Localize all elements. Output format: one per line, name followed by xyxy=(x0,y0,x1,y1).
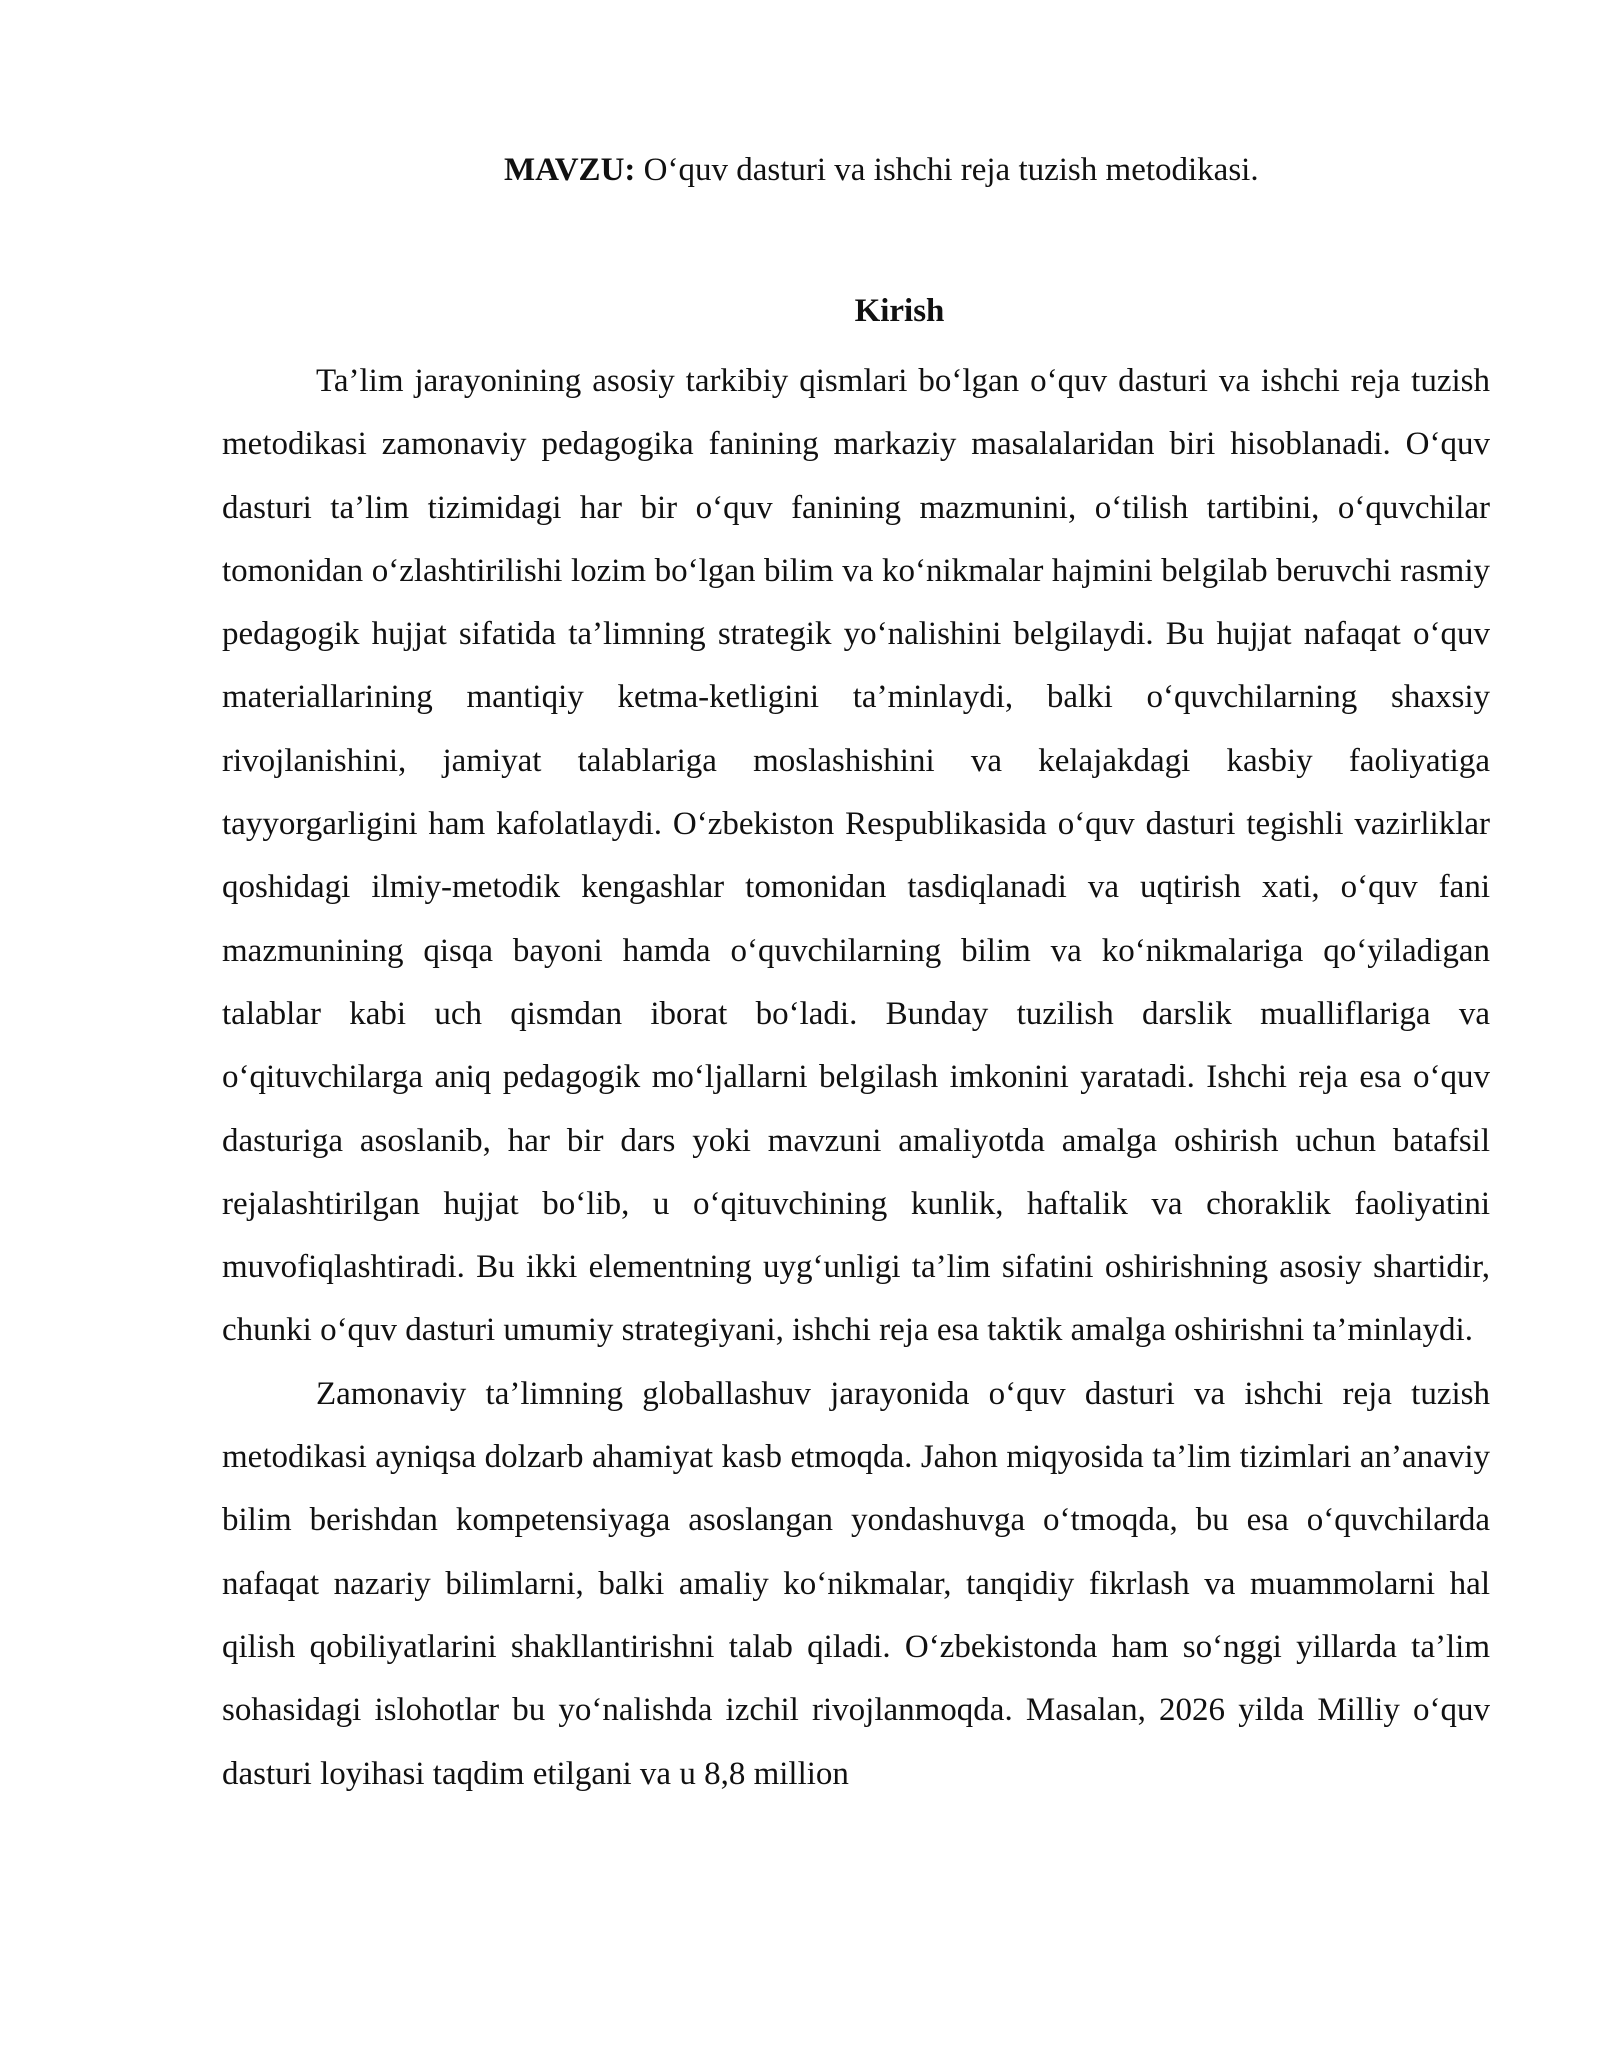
paragraph-1: Ta’lim jarayonining asosiy tarkibiy qismlari bo‘lgan o‘quv dasturi va ishchi reja tuzish metodikasi zamonaviy pedagogika fanining markaziy masalalaridan biri hisoblanadi. O‘quv dasturi ta’lim tizimidagi har bir o‘quv fanining mazmunini, o‘tilish tartibini, o‘quvchilar tomonidan o‘zlashtirilishi lozim bo‘lgan bilim va ko‘nikmalar hajmini belgilab beruvchi rasmiy pedagogik hujjat sifatida ta’limning strategik yo‘nalishini belgilaydi. Bu hujjat nafaqat o‘quv materiallarining mantiqiy ketma-ketligini ta’minlaydi, balki o‘quvchilarning shaxsiy rivojlanishini, jamiyat talablariga moslashishini va kelajakdagi kasbiy faoliyatiga tayyorgarligini ham kafolatlaydi. O‘zbekiston Respublikasida o‘quv dasturi tegishli vazirliklar qoshidagi ilmiy-metodik kengashlar tomonidan tasdiqlanadi va uqtirish xati, o‘quv fani mazmunining qisqa bayoni hamda o‘quvchilarning bilim va ko‘nikmalariga qo‘yiladigan talablar kabi uch qismdan iborat bo‘ladi. Bunday tuzilish darslik mualliflariga va o‘qituvchilarga aniq pedagogik mo‘ljallarni belgilash imkonini yaratadi. Ishchi reja esa o‘quv dasturiga asoslanib, har bir dars yoki mavzuni amaliyotda amalga oshirish uchun batafsil rejalashtirilgan hujjat bo‘lib, u o‘qituvchining kunlik, haftalik va choraklik faoliyatini muvofiqlashtiradi. Bu ikki elementning uyg‘unligi ta’lim sifatini oshirishning asosiy shartidir, chunki o‘quv dasturi umumiy strategiyani, ishchi reja esa taktik amalga oshirishni ta’minlaydi. xyxy=(222,363,1490,1349)
section-heading: Kirish xyxy=(854,293,945,329)
document-page xyxy=(222,0,1490,2070)
paragraph-2: Zamonaviy ta’limning globallashuv jarayonida o‘quv dasturi va ishchi reja tuzish metodikasi ayniqsa dolzarb ahamiyat kasb etmoqda. Jahon miqyosida ta’lim tizimlari an’anaviy bilim berishdan kompetensiyaga asoslangan yondashuvga o‘tmoqda, bu esa o‘quvchilarda nafaqat nazariy bilimlarni, balki amaliy ko‘nikmalar, tanqidiy fikrlash va muammolarni hal qilish qobiliyatlarini shakllantirishni talab qiladi. O‘zbekistonda ham so‘nggi yillarda ta’lim sohasidagi islohotlar bu yo‘nalishda izchil rivojlanmoqda. Masalan, 2026 yilda Milliy o‘quv dasturi loyihasi taqdim etilgani va u 8,8 million xyxy=(222,1375,1490,1792)
topic-text: O‘quv dasturi va ishchi reja tuzish metodikasi. xyxy=(635,152,1259,188)
body-text xyxy=(222,350,1490,1806)
topic-label: MAVZU: xyxy=(504,152,636,188)
topic-line xyxy=(504,148,1259,192)
